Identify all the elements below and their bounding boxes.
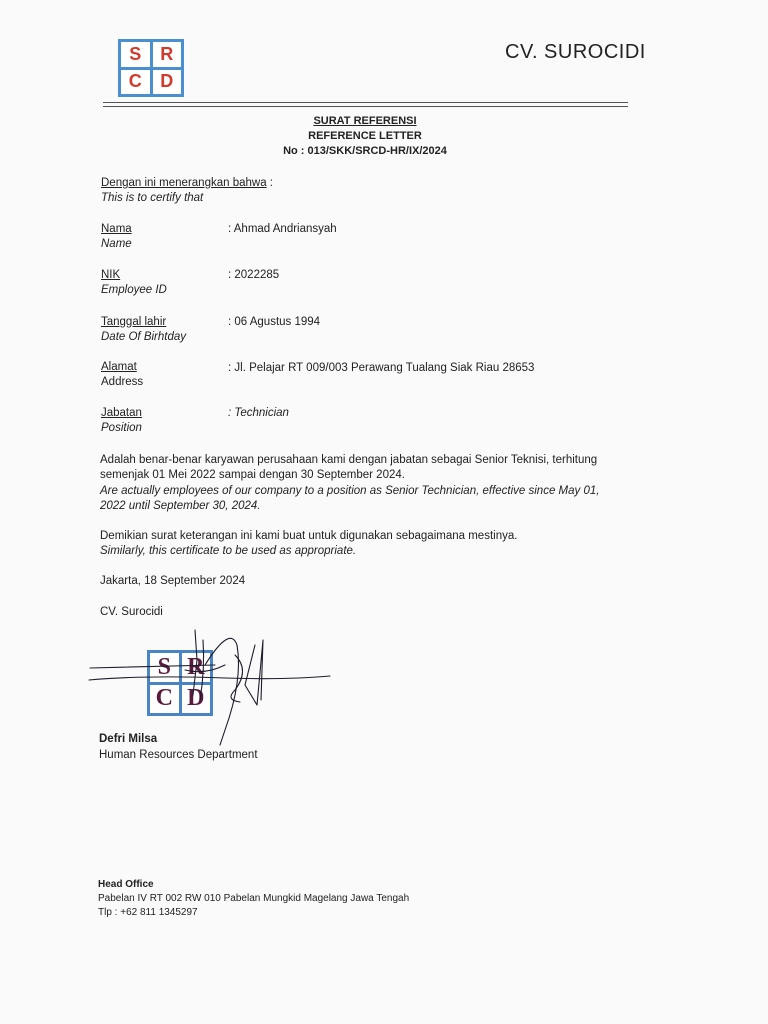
footer-phone: Tlp : +62 811 1345297 — [98, 907, 198, 918]
field-label-nik-en: Employee ID — [101, 284, 167, 296]
field-value-address: : Jl. Pelajar RT 009/003 Perawang Tualang Siak Riau 28653 — [228, 362, 535, 374]
logo-letter-s: S — [121, 42, 150, 67]
stamp-letter-s: S — [150, 653, 179, 682]
head-office-footer — [98, 878, 409, 920]
title-indonesian: SURAT REFERENSI — [313, 115, 417, 127]
signer-department: Human Resources Department — [99, 749, 258, 761]
field-label-dob-en: Date Of Birhtday — [101, 331, 187, 343]
stamp-letter-c: C — [150, 685, 179, 714]
field-value-dob: : 06 Agustus 1994 — [228, 316, 321, 328]
field-label-nik-id: NIK — [101, 269, 121, 281]
place-and-date: Jakarta, 18 September 2024 — [100, 575, 246, 587]
company-name: CV. SUROCIDI — [505, 41, 646, 63]
field-label-position-en: Position — [101, 422, 142, 434]
field-label-address-en: Address — [101, 376, 144, 388]
intro-indonesian — [101, 176, 273, 191]
company-logo — [118, 39, 184, 97]
employment-statement-en-line1: Are actually employees of our company to a position as Senior Technician, effective since May 01, — [100, 485, 600, 497]
logo-letter-d: D — [153, 70, 182, 95]
closing-statement-en: Similarly, this certificate to be used as appropriate. — [100, 545, 357, 557]
field-label-name-id: Nama — [101, 223, 132, 235]
intro-indonesian-text: Dengan ini menerangkan bahwa — [101, 177, 267, 189]
letter-number: No : 013/SKK/SRCD-HR/IX/2024 — [283, 145, 447, 157]
intro-colon: : — [266, 177, 273, 189]
employment-statement-en-line2: 2022 until September 30, 2024. — [100, 500, 261, 512]
employment-statement-id — [100, 453, 630, 483]
field-value-nik: : 2022285 — [228, 269, 280, 281]
stamp-letter-d: D — [182, 685, 211, 714]
closing-statement-id: Demikian surat keterangan ini kami buat untuk digunakan sebagaimana mestinya. — [100, 530, 518, 542]
field-label-address-id: Alamat — [101, 361, 137, 373]
intro-english: This is to certify that — [101, 192, 204, 204]
footer-address: Pabelan IV RT 002 RW 010 Pabelan Mungkid Magelang Jawa Tengah — [98, 893, 410, 904]
logo-letter-c: C — [121, 70, 150, 95]
title-english: REFERENCE LETTER — [308, 130, 422, 142]
issuing-company: CV. Surocidi — [100, 606, 163, 618]
footer-heading: Head Office — [98, 879, 154, 890]
field-label-name-en: Name — [101, 238, 132, 250]
field-label-dob-id: Tanggal lahir — [101, 316, 167, 328]
letter-title — [0, 114, 730, 159]
signer-name: Defri Milsa — [99, 733, 158, 745]
employment-statement-id-line1: Adalah benar-benar karyawan perusahaan kami dengan jabatan sebagai Senior Teknisi, terhitung — [100, 454, 598, 466]
logo-letter-r: R — [153, 42, 182, 67]
stamp-letter-r: R — [182, 653, 211, 682]
field-value-name: : Ahmad Andriansyah — [228, 223, 337, 235]
employment-statement-en — [100, 484, 630, 514]
field-label-position-id: Jabatan — [101, 407, 142, 419]
handwritten-signature — [85, 620, 345, 750]
employment-statement-id-line2: semenjak 01 Mei 2022 sampai dengan 30 September 2024. — [100, 469, 405, 481]
header-divider — [103, 102, 628, 107]
field-value-position: : Technician — [228, 407, 289, 419]
